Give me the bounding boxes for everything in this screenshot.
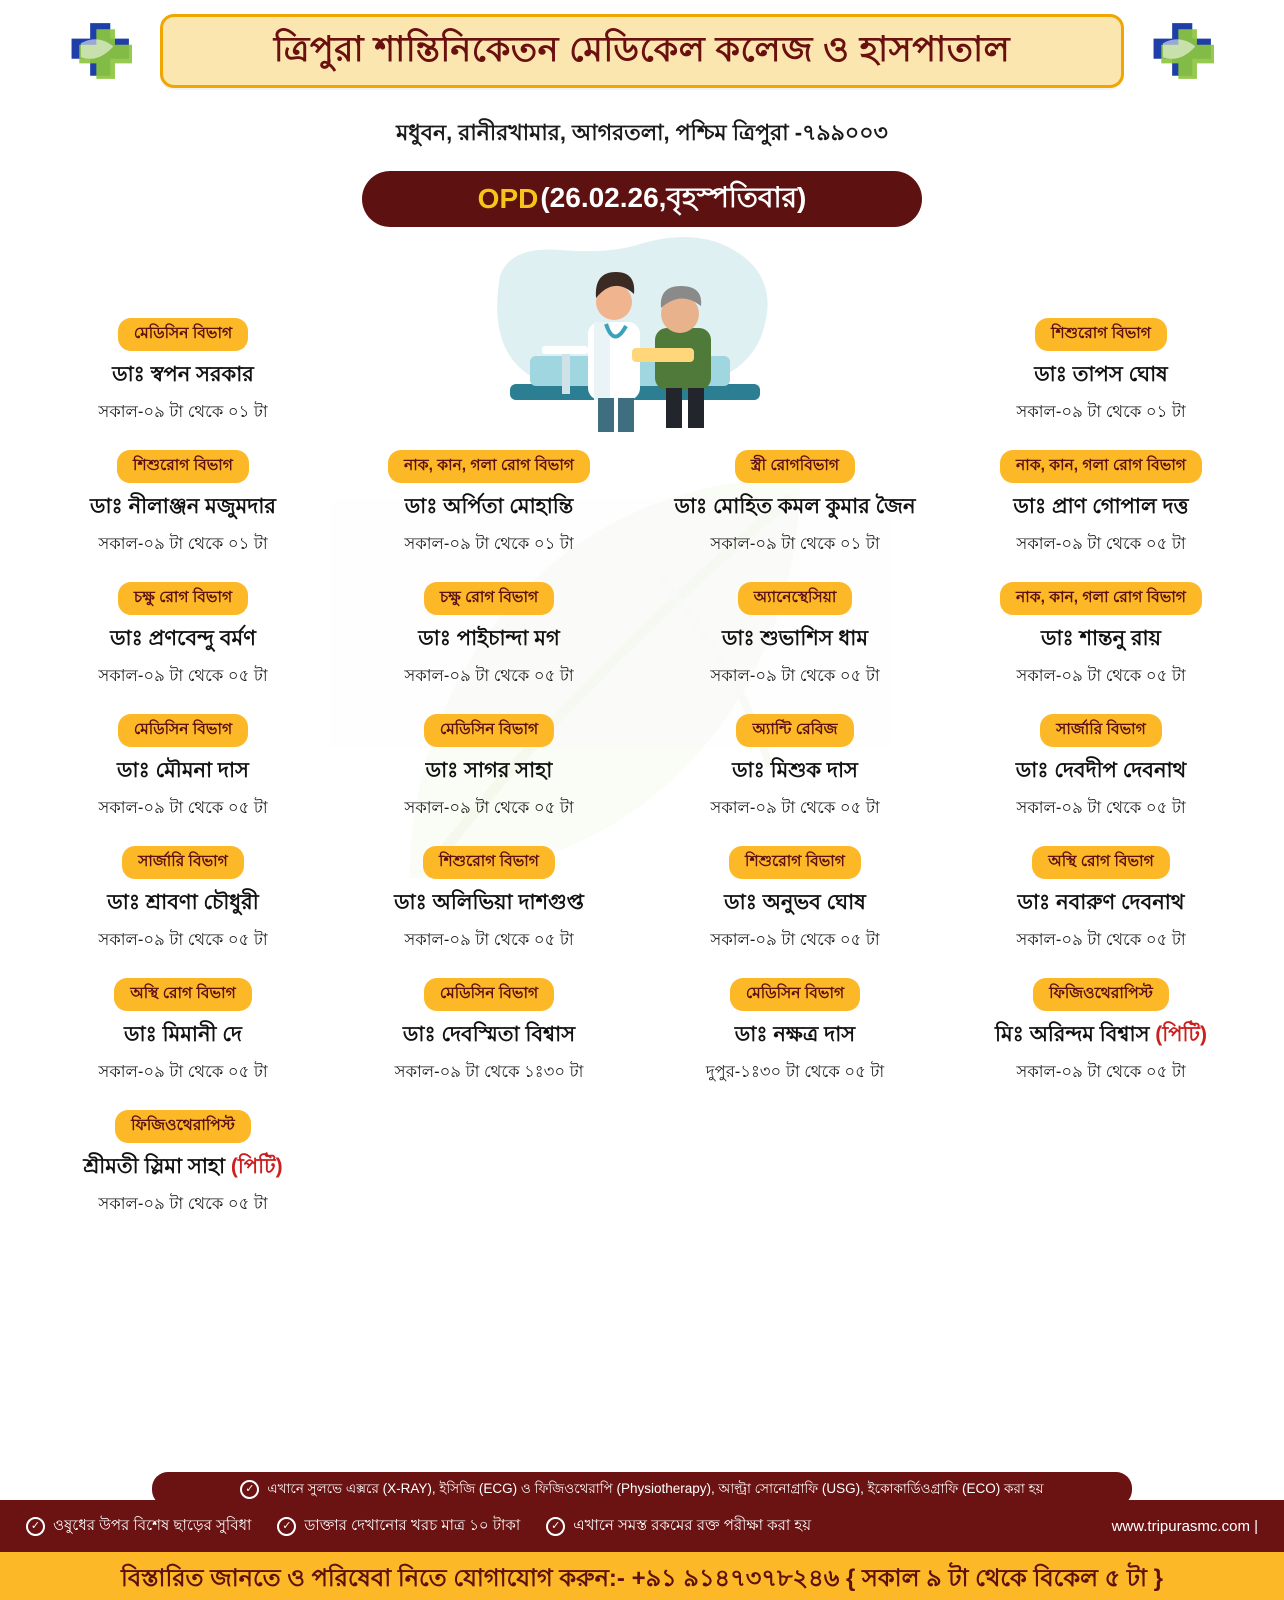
department-badge: স্ত্রী রোগবিভাগ	[735, 450, 855, 483]
department-badge: মেডিসিন বিভাগ	[424, 978, 554, 1011]
doctor-name: ডাঃ প্রাণ গোপাল দত্ত	[1013, 495, 1189, 518]
perk-item	[546, 1514, 811, 1539]
doctor-name: ডাঃ মিশুক দাস	[732, 759, 858, 782]
department-badge: ফিজিওথেরাপিস্ট	[115, 1110, 251, 1143]
opd-date-badge	[362, 171, 922, 227]
check-icon: ✓	[26, 1517, 45, 1536]
department-badge: অস্থি রোগ বিভাগ	[114, 978, 251, 1011]
perks-list	[26, 1514, 811, 1539]
schedule-row	[30, 308, 1254, 440]
doctor-card[interactable]	[30, 1100, 336, 1232]
department-badge: মেডিসিন বিভাগ	[118, 318, 248, 351]
doctor-time: সকাল-০৯ টা থেকে ০১ টা	[404, 535, 574, 553]
doctor-time: সকাল-০৯ টা থেকে ০৫ টা	[404, 799, 574, 817]
doctor-name: ডাঃ নক্ষত্র দাস	[734, 1023, 856, 1046]
department-badge: মেডিসিন বিভাগ	[118, 714, 248, 747]
doctor-name: ডাঃ নবারুণ দেবনাথ	[1017, 891, 1185, 914]
department-badge: সার্জারি বিভাগ	[1040, 714, 1162, 747]
schedule-row	[30, 968, 1254, 1100]
doctor-schedule-grid	[0, 308, 1284, 1232]
doctor-card[interactable]	[642, 704, 948, 836]
check-icon: ✓	[240, 1480, 259, 1499]
doctor-time: সকাল-০৯ টা থেকে ১ঃ৩০ টা	[394, 1063, 584, 1081]
doctor-time: সকাল-০৯ টা থেকে ০৫ টা	[1016, 535, 1186, 553]
doctor-name: ডাঃ মিমানী দে	[124, 1023, 242, 1046]
doctor-card[interactable]	[30, 440, 336, 572]
department-badge: নাক, কান, গলা রোগ বিভাগ	[388, 450, 590, 483]
department-badge: নাক, কান, গলা রোগ বিভাগ	[1000, 582, 1202, 615]
doctor-name: ডাঃ মৌমনা দাস	[117, 759, 249, 782]
doctor-name: ডাঃ স্বপন সরকার	[112, 363, 254, 386]
doctor-name-text: শ্রীমতী স্লিমা সাহা	[83, 1155, 231, 1178]
doctor-card[interactable]	[336, 572, 642, 704]
perk-item	[26, 1514, 251, 1539]
department-badge: শিশুরোগ বিভাগ	[729, 846, 861, 879]
department-badge: সার্জারি বিভাগ	[122, 846, 244, 879]
department-badge: চক্ষু রোগ বিভাগ	[118, 582, 248, 615]
doctor-card[interactable]	[30, 572, 336, 704]
perks-banner	[0, 1500, 1284, 1552]
opd-poster	[0, 8, 1284, 1600]
check-icon: ✓	[277, 1517, 296, 1536]
doctor-time: সকাল-০৯ টা থেকে ০৫ টা	[710, 799, 880, 817]
doctor-name-text: মিঃ অরিন্দম বিশ্বাস	[995, 1023, 1156, 1046]
department-badge: মেডিসিন বিভাগ	[730, 978, 860, 1011]
medical-cross-logo-right	[1144, 20, 1222, 82]
services-text: এখানে সুলভে এক্সরে (X-RAY), ইসিজি (ECG) ও ফিজিওথেরাপি (Physiotherapy), আল্ট্রা সোনোগ্রাফি (USG), ইকোকার্ডিওগ্রাফি (ECO) করা হয়	[267, 1480, 1044, 1496]
schedule-row	[30, 836, 1254, 968]
doctor-name: ডাঃ শুভাশিস ধাম	[721, 627, 869, 650]
doctor-time: সকাল-০৯ টা থেকে ০৫ টা	[1016, 1063, 1186, 1081]
department-badge: চক্ষু রোগ বিভাগ	[424, 582, 554, 615]
doctor-time: সকাল-০৯ টা থেকে ০৫ টা	[1016, 931, 1186, 949]
doctor-name: ডাঃ অলিভিয়া দাশগুপ্ত	[394, 891, 584, 914]
doctor-name: ডাঃ প্রণবেন্দু বর্মণ	[110, 627, 256, 650]
doctor-time: দুপুর-১ঃ৩০ টা থেকে ০৫ টা	[705, 1063, 885, 1081]
opd-label: OPD	[477, 183, 539, 214]
doctor-name: ডাঃ দেবদীপ দেবনাথ	[1015, 759, 1187, 782]
doctor-name: ডাঃ নীলাঞ্জন মজুমদার	[90, 495, 276, 518]
department-badge: শিশুরোগ বিভাগ	[1035, 318, 1167, 351]
doctor-time: সকাল-০৯ টা থেকে ০৫ টা	[98, 931, 268, 949]
doctor-name: ডাঃ মোহিত কমল কুমার জৈন	[674, 495, 916, 518]
doctor-time: সকাল-০৯ টা থেকে ০৫ টা	[1016, 667, 1186, 685]
doctor-time: সকাল-০৯ টা থেকে ০৫ টা	[98, 799, 268, 817]
doctor-name: ডাঃ দেবস্মিতা বিশ্বাস	[402, 1023, 576, 1046]
doctor-card[interactable]	[948, 836, 1254, 968]
doctor-name: ডাঃ অনুভব ঘোষ	[724, 891, 866, 914]
doctor-time: সকাল-০৯ টা থেকে ০৫ টা	[98, 1063, 268, 1081]
doctor-card[interactable]	[336, 704, 642, 836]
hospital-address: মধুবন, রানীরখামার, আগরতলা, পশ্চিম ত্রিপুরা -৭৯৯০০৩	[396, 120, 888, 145]
doctor-name-suffix: (পিটি)	[1155, 1023, 1207, 1046]
doctor-time: সকাল-০৯ টা থেকে ০১ টা	[98, 535, 268, 553]
doctor-card[interactable]	[30, 836, 336, 968]
department-badge: মেডিসিন বিভাগ	[424, 714, 554, 747]
department-badge: শিশুরোগ বিভাগ	[117, 450, 249, 483]
doctor-card[interactable]	[948, 704, 1254, 836]
perk-item	[277, 1514, 520, 1539]
schedule-row	[30, 704, 1254, 836]
doctor-name-suffix: (পিটি)	[230, 1155, 283, 1178]
department-badge: অস্থি রোগ বিভাগ	[1032, 846, 1169, 879]
check-icon: ✓	[546, 1517, 565, 1536]
doctor-card[interactable]	[642, 836, 948, 968]
doctor-time: সকাল-০৯ টা থেকে ০৫ টা	[710, 931, 880, 949]
doctor-time: সকাল-০৯ টা থেকে ০৫ টা	[404, 667, 574, 685]
doctor-name: ডাঃ পাইচান্দা মগ	[418, 627, 560, 650]
schedule-row	[30, 1100, 1254, 1232]
doctor-card[interactable]	[336, 968, 642, 1100]
doctor-time: সকাল-০৯ টা থেকে ০৫ টা	[98, 1195, 268, 1213]
header	[10, 8, 1274, 100]
doctor-card[interactable]	[948, 968, 1254, 1100]
department-badge: শিশুরোগ বিভাগ	[423, 846, 555, 879]
doctor-name: ডাঃ শ্রাবণা চৌধুরী	[107, 891, 259, 914]
doctor-card[interactable]	[642, 968, 948, 1100]
doctor-time: সকাল-০৯ টা থেকে ০৫ টা	[98, 667, 268, 685]
doctor-time: সকাল-০৯ টা থেকে ০১ টা	[1016, 403, 1186, 421]
doctor-name	[34, 1150, 332, 1185]
doctor-name	[952, 1018, 1250, 1053]
title-plate	[160, 14, 1124, 88]
doctor-time: সকাল-০৯ টা থেকে ০৫ টা	[404, 931, 574, 949]
doctor-name: ডাঃ তাপস ঘোষ	[1034, 363, 1168, 386]
department-badge: অ্যান্টি রেবিজ	[736, 714, 853, 747]
department-badge: নাক, কান, গলা রোগ বিভাগ	[1000, 450, 1202, 483]
doctor-card[interactable]	[30, 704, 336, 836]
doctor-card[interactable]	[336, 836, 642, 968]
schedule-row	[30, 572, 1254, 704]
perk-text: ডাক্তার দেখানোর খরচ মাত্র ১০ টাকা	[304, 1516, 521, 1534]
department-badge: ফিজিওথেরাপিস্ট	[1033, 978, 1169, 1011]
doctor-name: ডাঃ সাগর সাহা	[425, 759, 553, 782]
doctor-card[interactable]	[30, 308, 336, 440]
doctor-card[interactable]	[336, 440, 642, 572]
doctor-card[interactable]	[948, 440, 1254, 572]
doctor-time: সকাল-০৯ টা থেকে ০১ টা	[98, 403, 268, 421]
page-title: ত্রিপুরা শান্তিনিকেতন মেডিকেল কলেজ ও হাসপাতাল	[273, 29, 1011, 69]
doctor-card[interactable]	[642, 440, 948, 572]
perk-text: এখানে সমস্ত রকমের রক্ত পরীক্ষা করা হয়	[573, 1516, 812, 1534]
doctor-name: ডাঃ শান্তনু রায়	[1041, 627, 1161, 650]
doctor-card[interactable]	[948, 572, 1254, 704]
doctor-time: সকাল-০৯ টা থেকে ০৫ টা	[1016, 799, 1186, 817]
doctor-card[interactable]	[642, 572, 948, 704]
doctor-name: ডাঃ অর্পিতা মোহান্তি	[404, 495, 574, 518]
medical-cross-logo-left	[62, 20, 140, 82]
doctor-card[interactable]	[948, 308, 1254, 440]
contact-banner: বিস্তারিত জানতে ও পরিষেবা নিতে যোগাযোগ করুন:- +৯১ ৯১৪৭৩৭৮২৪৬ { সকাল ৯ টা থেকে বিকেল ৫ টা }	[0, 1552, 1284, 1600]
opd-date: (26.02.26,বৃহস্পতিবার)	[540, 181, 807, 213]
schedule-row	[30, 440, 1254, 572]
doctor-card[interactable]	[30, 968, 336, 1100]
services-banner	[152, 1472, 1132, 1506]
footer	[0, 1466, 1284, 1600]
doctor-time: সকাল-০৯ টা থেকে ০১ টা	[710, 535, 880, 553]
website-link[interactable]: www.tripurasmc.com |	[1111, 1517, 1258, 1535]
doctor-time: সকাল-০৯ টা থেকে ০৫ টা	[710, 667, 880, 685]
department-badge: অ্যানেস্থেসিয়া	[738, 582, 853, 615]
perk-text: ওষুধের উপর বিশেষ ছাড়ের সুবিধা	[53, 1516, 252, 1534]
